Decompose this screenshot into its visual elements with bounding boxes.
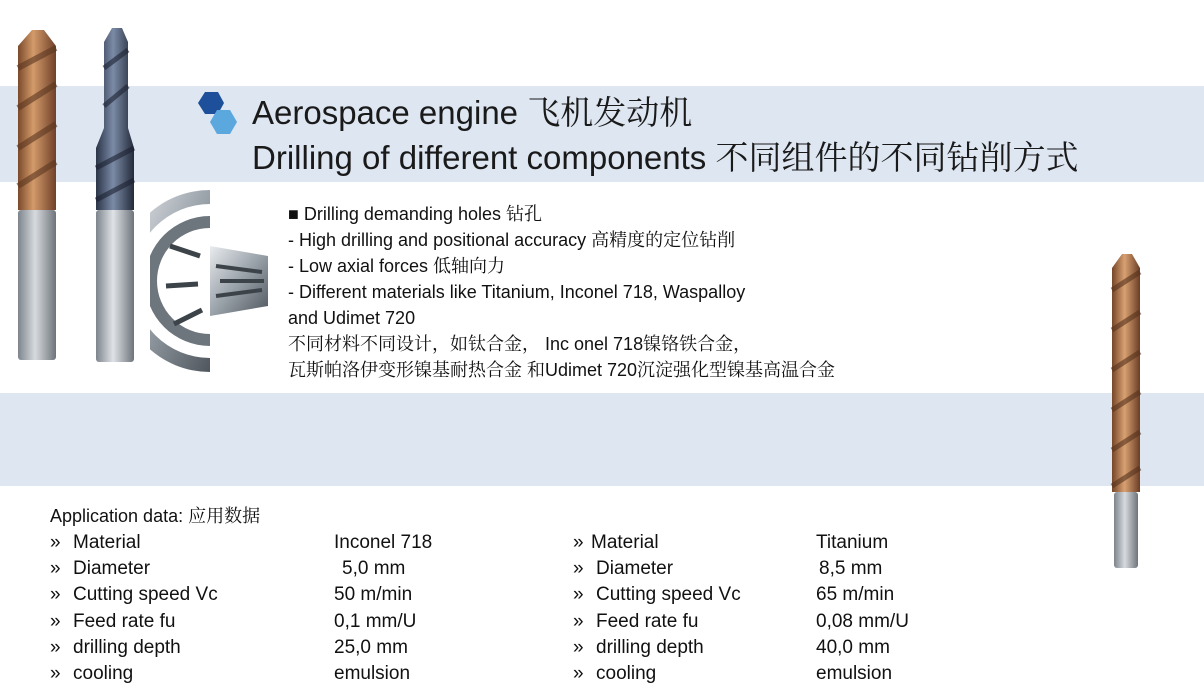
list-item: - Low axial forces 低轴向力 [288,256,506,276]
row-label: cooling [73,662,134,684]
row-label: Feed rate fu [73,610,176,632]
engine-component-image [150,186,274,376]
row-label: Material [73,532,141,553]
page-title: Aerospace engine 飞机发动机 [252,94,693,131]
row-value: 8,5 mm [819,558,883,580]
row-marker: » [573,532,584,553]
row-marker: » [50,636,61,658]
row-marker: » [573,584,584,606]
row-label: Material [591,532,659,553]
hexagon-logo-icon [192,90,238,140]
row-value: 50 m/min [334,584,413,606]
table-row [50,556,550,582]
list-item: ■ Drilling demanding holes 钻孔 [288,204,542,224]
feature-list [288,201,835,383]
list-item: 不同材料不同设计，如钛合金， Inc onel 718镍铬铁合金， [288,334,752,354]
row-value: 25,0 mm [334,636,408,658]
table-row [573,530,1073,556]
list-item: - High drilling and positional accuracy 高精度的定位钻削 [288,230,736,250]
row-label: Diameter [596,558,674,580]
application-table-right [573,530,1073,687]
row-label: Cutting speed Vc [73,584,218,606]
table-row [573,661,1073,687]
row-value: 65 m/min [816,584,895,606]
table-row [573,582,1073,608]
row-marker: » [50,662,61,684]
table-row [50,609,550,635]
row-marker: » [573,662,584,684]
row-value: 0,1 mm/U [334,610,417,632]
table-row [573,556,1073,582]
long-copper-drill-image [1108,254,1144,570]
row-label: Cutting speed Vc [596,584,741,606]
table-row [573,609,1073,635]
row-marker: » [50,584,61,606]
list-item: - Different materials like Titanium, Inconel 718, Waspalloy [288,282,746,302]
row-label: drilling depth [73,636,181,658]
application-table-left [50,530,550,687]
row-value: 5,0 mm [342,558,406,580]
table-row [50,635,550,661]
row-marker: » [50,532,61,553]
row-marker: » [50,558,61,580]
middle-band [0,393,1204,486]
table-row [50,530,550,556]
coated-drill-image [90,28,138,364]
row-label: Feed rate fu [596,610,699,632]
table-row [50,661,550,687]
row-label: drilling depth [596,636,704,658]
row-marker: » [50,610,61,632]
row-label: cooling [596,662,657,684]
row-value: 40,0 mm [816,636,890,658]
copper-drill-image [12,28,60,364]
row-label: Diameter [73,558,151,580]
row-value: 0,08 mm/U [816,610,909,632]
row-marker: » [573,558,584,580]
row-value: Titanium [816,532,889,553]
table-row [50,582,550,608]
list-item: 瓦斯帕洛伊变形镍基耐热合金 和Udimet 720沉淀强化型镍基高温合金 [288,360,836,380]
page-subtitle: Drilling of different components 不同组件的不同钻削方式 [252,139,1079,176]
row-value: emulsion [816,662,893,684]
row-marker: » [573,636,584,658]
row-value: Inconel 718 [334,532,433,553]
row-marker: » [573,610,584,632]
row-value: emulsion [334,662,411,684]
application-data-heading: Application data: 应用数据 [50,506,261,526]
table-row [573,635,1073,661]
list-item: and Udimet 720 [288,308,416,328]
